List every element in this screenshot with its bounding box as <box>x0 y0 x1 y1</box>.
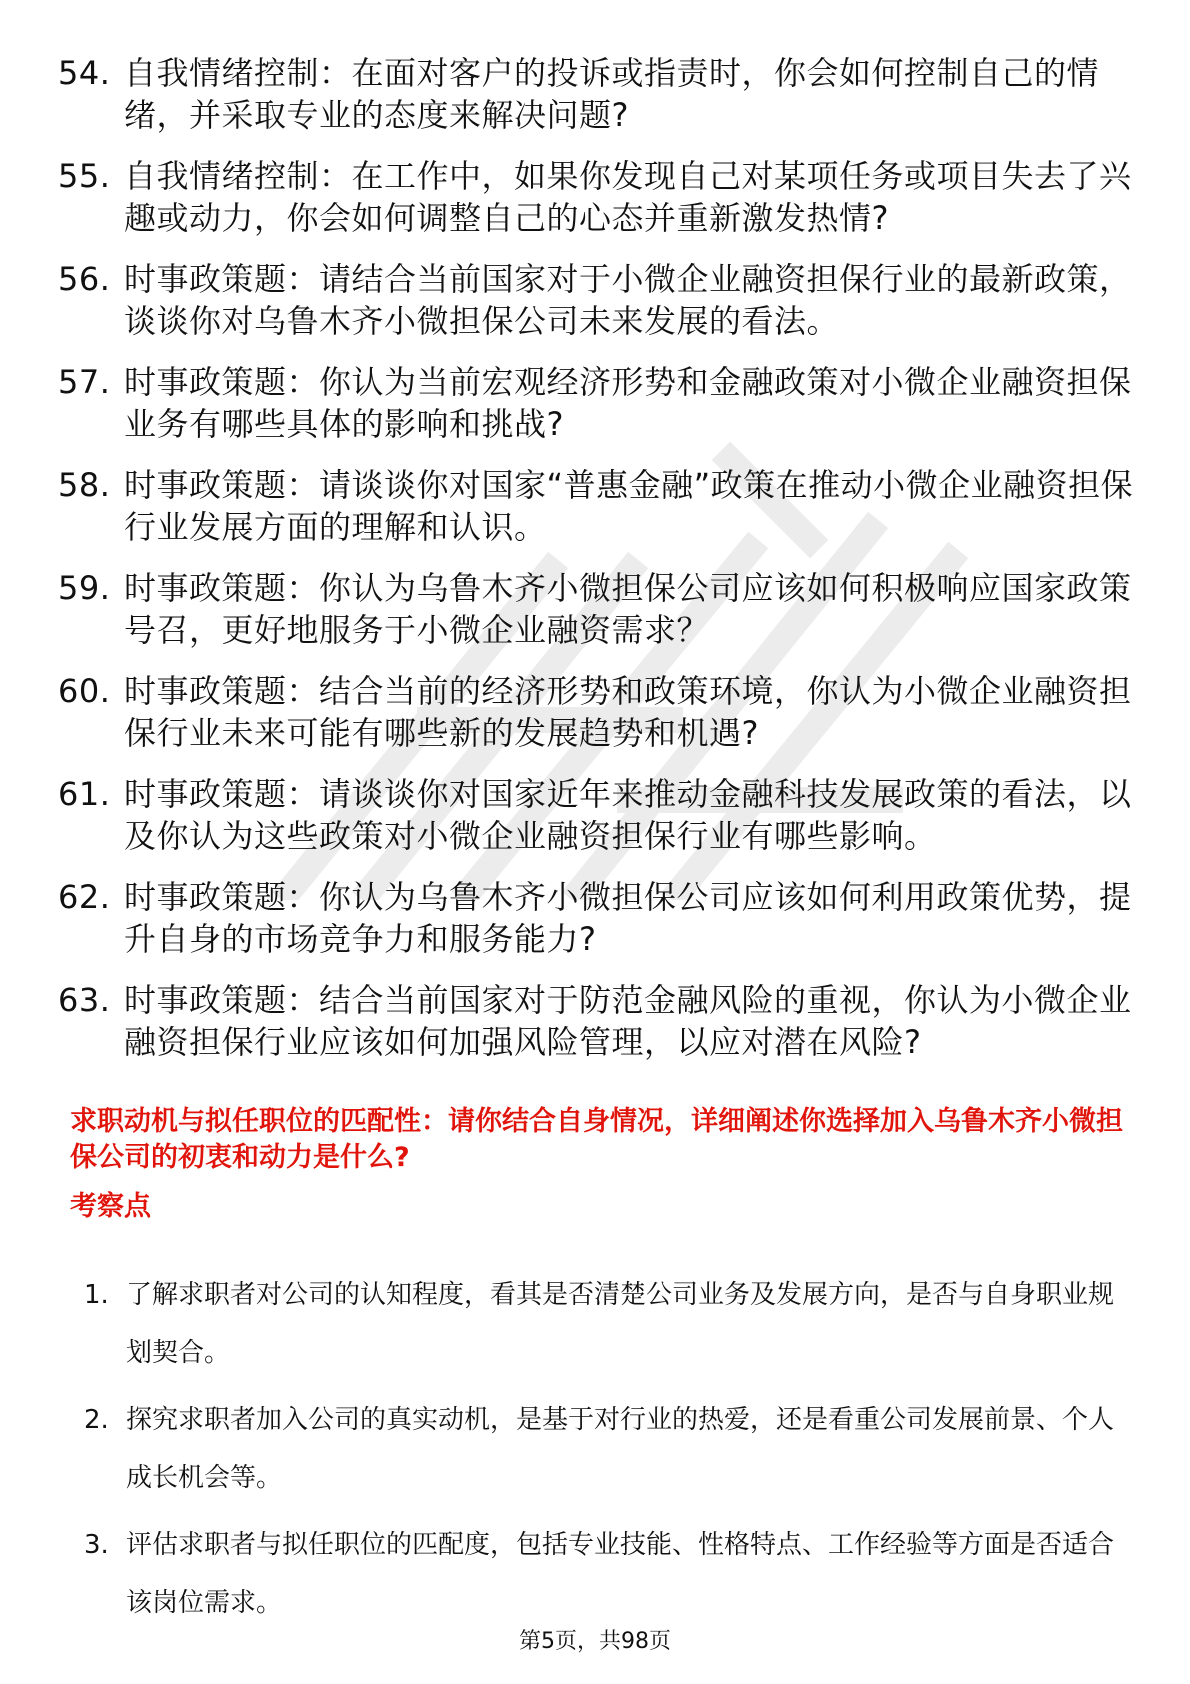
question-item <box>58 670 1138 754</box>
section-heading: 求职动机与拟任职位的匹配性：请你结合自身情况，详细阐述你选择加入乌鲁木齐小微担保公司的初衷和动力是什么? <box>70 1106 1123 1173</box>
question-text: 自我情绪控制：在面对客户的投诉或指责时，你会如何控制自己的情绪，并采取专业的态度来解决问题? <box>124 54 1100 134</box>
question-text: 时事政策题：结合当前国家对于防范金融风险的重视，你认为小微企业融资担保行业应该如何加强风险管理，以应对潜在风险? <box>124 981 1132 1061</box>
question-item <box>58 979 1138 1063</box>
point-text: 探究求职者加入公司的真实动机，是基于对行业的热爱，还是看重公司发展前景、个人成长机会等。 <box>126 1405 1115 1493</box>
question-number: 60. <box>58 672 111 710</box>
question-item <box>58 773 1138 857</box>
question-number: 63. <box>58 981 111 1019</box>
question-text: 时事政策题：你认为乌鲁木齐小微担保公司应该如何积极响应国家政策号召，更好地服务于小微企业融资需求？ <box>124 569 1132 649</box>
question-number: 56. <box>58 260 111 298</box>
question-item <box>58 464 1138 548</box>
assessment-point <box>84 1266 1134 1382</box>
question-text: 时事政策题：你认为当前宏观经济形势和金融政策对小微企业融资担保业务有哪些具体的影响和挑战? <box>124 363 1132 443</box>
question-item <box>58 258 1138 342</box>
question-number: 54. <box>58 54 111 92</box>
question-text: 时事政策题：你认为乌鲁木齐小微担保公司应该如何利用政策优势，提升自身的市场竞争力和服务能力? <box>124 878 1132 958</box>
point-number: 1. <box>84 1280 109 1310</box>
point-number: 2. <box>84 1405 109 1435</box>
question-item <box>58 567 1138 651</box>
section-subheading: 考察点 <box>70 1191 151 1222</box>
question-number: 62. <box>58 878 111 916</box>
page-footer: 第5页，共98页 <box>519 1629 671 1654</box>
question-number: 57. <box>58 363 111 401</box>
question-number: 58. <box>58 466 111 504</box>
question-item <box>58 52 1138 136</box>
question-text: 时事政策题：请结合当前国家对于小微企业融资担保行业的最新政策，谈谈你对乌鲁木齐小微担保公司未来发展的看法。 <box>124 260 1132 340</box>
question-item <box>58 876 1138 960</box>
assessment-point-list <box>84 1266 1134 1641</box>
point-text: 评估求职者与拟任职位的匹配度，包括专业技能、性格特点、工作经验等方面是否适合该岗位需求。 <box>126 1530 1115 1618</box>
point-text: 了解求职者对公司的认知程度，看其是否清楚公司业务及发展方向，是否与自身职业规划契合。 <box>126 1280 1115 1368</box>
point-number: 3. <box>84 1530 109 1560</box>
question-text: 时事政策题：结合当前的经济形势和政策环境，你认为小微企业融资担保行业未来可能有哪些新的发展趋势和机遇? <box>124 672 1132 752</box>
question-number: 55. <box>58 157 111 195</box>
assessment-point <box>84 1516 1134 1632</box>
question-list <box>58 52 1138 1082</box>
question-text: 时事政策题：请谈谈你对国家“普惠金融”政策在推动小微企业融资担保行业发展方面的理解和认识。 <box>124 466 1134 546</box>
question-item <box>58 155 1138 239</box>
assessment-point <box>84 1391 1134 1507</box>
question-number: 61. <box>58 775 111 813</box>
question-item <box>58 361 1138 445</box>
question-text: 自我情绪控制：在工作中，如果你发现自己对某项任务或项目失去了兴趣或动力，你会如何调整自己的心态并重新激发热情? <box>124 157 1132 237</box>
question-text: 时事政策题：请谈谈你对国家近年来推动金融科技发展政策的看法，以及你认为这些政策对小微企业融资担保行业有哪些影响。 <box>124 775 1132 855</box>
question-number: 59. <box>58 569 111 607</box>
